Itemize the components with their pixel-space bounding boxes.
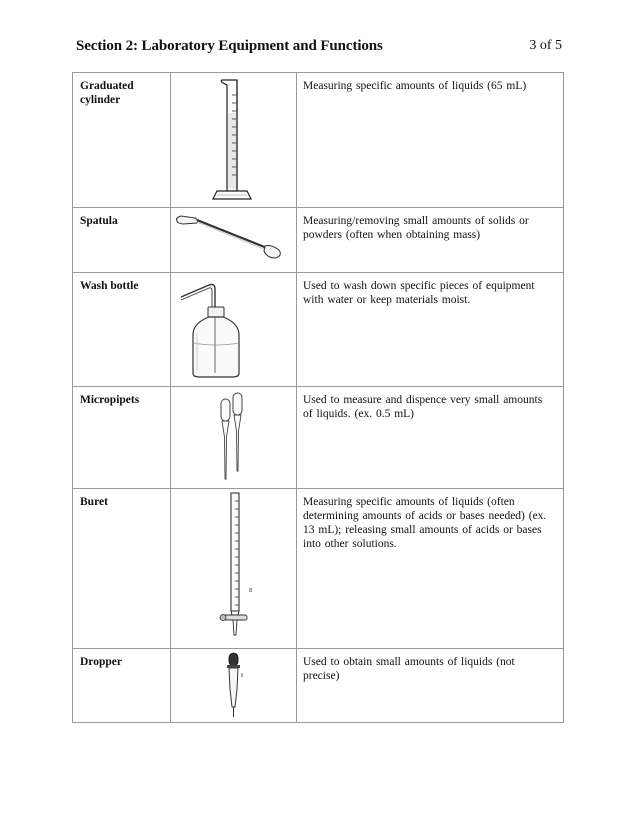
table-row [73,73,564,208]
equipment-description: Measuring specific amounts of liquids (65 mL) [303,80,527,92]
equipment-name: Micropipets [80,394,140,406]
equipment-table [72,72,564,723]
equipment-description-cell [297,387,564,489]
table-row [73,273,564,387]
equipment-name: Buret [80,496,108,508]
equipment-description-cell [297,273,564,387]
equipment-name-cell [73,387,171,489]
equipment-image-cell [171,73,297,208]
equipment-image-cell [171,208,297,273]
equipment-description: Used to measure and dispence very small amounts of liquids. (ex. 0.5 mL) [303,394,543,420]
buret-icon [171,489,296,648]
equipment-description-cell [297,489,564,649]
equipment-name-cell [73,73,171,208]
dropper-icon [171,649,296,722]
equipment-image-cell [171,387,297,489]
equipment-description-cell [297,73,564,208]
equipment-name: Graduated cylinder [80,80,134,106]
table-row [73,387,564,489]
page-title: Section 2: Laboratory Equipment and Functions [76,38,383,54]
equipment-image-cell [171,489,297,649]
page-header [76,38,562,58]
equipment-name-cell [73,273,171,387]
micropipets-icon [171,387,296,488]
equipment-name: Dropper [80,656,122,668]
equipment-name: Wash bottle [80,280,139,292]
equipment-description: Measuring specific amounts of liquids (often determining amounts of acids or bases needed) (ex. 13 mL); releasing small amounts of acids or bases into other solutions. [303,496,547,550]
graduated-cylinder-icon [171,73,296,207]
equipment-description-cell [297,649,564,723]
wash-bottle-icon [171,273,296,386]
equipment-description: Used to wash down specific pieces of equipment with water or keep materials moist. [303,280,535,306]
equipment-description: Measuring/removing small amounts of solids or powders (often when obtaining mass) [303,215,529,241]
page-number: 3 of 5 [529,38,562,53]
equipment-name-cell [73,649,171,723]
equipment-image-cell [171,649,297,723]
equipment-image-cell [171,273,297,387]
equipment-name-cell [73,208,171,273]
svg-text:B: B [249,588,253,594]
equipment-name-cell [73,489,171,649]
spatula-icon [171,208,296,272]
table-row [73,208,564,273]
equipment-name: Spatula [80,215,118,227]
table-row [73,649,564,723]
equipment-description: Used to obtain small amounts of liquids (not precise) [303,656,515,682]
equipment-description-cell [297,208,564,273]
table-row [73,489,564,649]
